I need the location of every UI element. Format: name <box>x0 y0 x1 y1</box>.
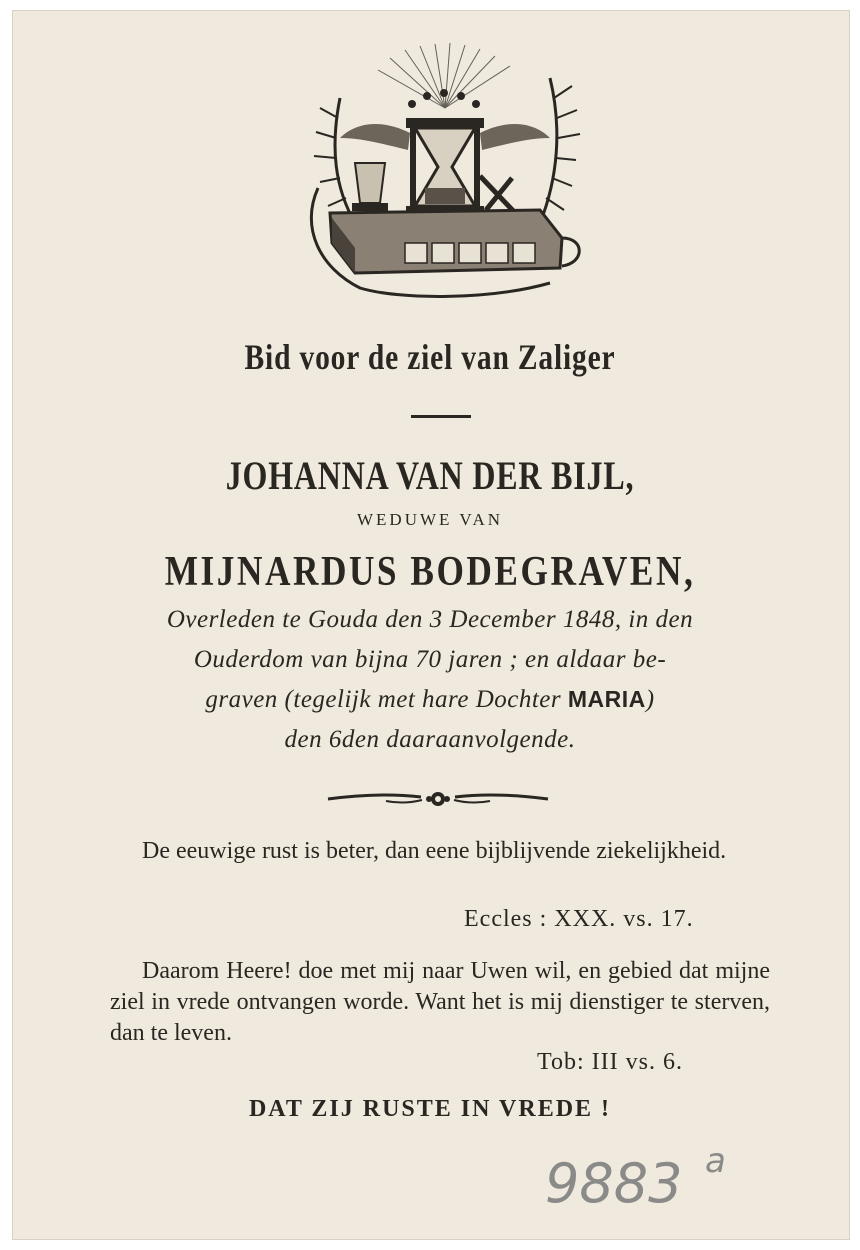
verse-1: De eeuwige rust is beter, dan eene bijblijvende ziekelijkheid. <box>142 838 727 864</box>
verse-2: Daarom Heere! doe met mij naar Uwen wil, en gebied dat mijne ziel in vrede ontvangen worde. Want het is mij dienstiger te sterven, dan te leven. <box>110 958 770 1046</box>
handwritten-suffix: a <box>705 1141 726 1181</box>
widow-of-label: WEDUWE VAN <box>357 510 503 529</box>
husband-name: MIJNARDUS BODEGRAVEN, <box>164 549 696 595</box>
death-line-3-text: graven (tegelijk met hare Dochter <box>205 686 562 713</box>
verse-1-reference: Eccles : XXX. vs. 17. <box>464 906 694 932</box>
flourish-divider-icon <box>326 786 550 812</box>
verse-2-reference: Tob: III vs. 6. <box>537 1049 683 1075</box>
winged-hourglass-on-book-icon <box>300 38 590 303</box>
death-line-1: Overleden te Gouda den 3 December 1848, in den <box>166 606 694 633</box>
deceased-name: JOHANNA VAN DER BIJL, <box>225 453 635 498</box>
death-line-2: Ouderdom van bijna 70 jaren ; en aldaar be- <box>193 646 667 673</box>
handwritten-number: 9883 <box>545 1152 683 1215</box>
daughter-name: MARIA <box>567 686 646 712</box>
death-line-4: den 6den daaraanvolgende. <box>284 726 576 753</box>
closing-prayer: DAT ZIJ RUSTE IN VREDE ! <box>248 1096 612 1122</box>
handwritten-catalog-number <box>545 1140 765 1220</box>
daughter-close-paren: ) <box>645 686 655 713</box>
heading: Bid voor de ziel van Zaliger <box>244 337 616 377</box>
death-line-3 <box>0 686 860 714</box>
short-divider <box>411 415 471 418</box>
